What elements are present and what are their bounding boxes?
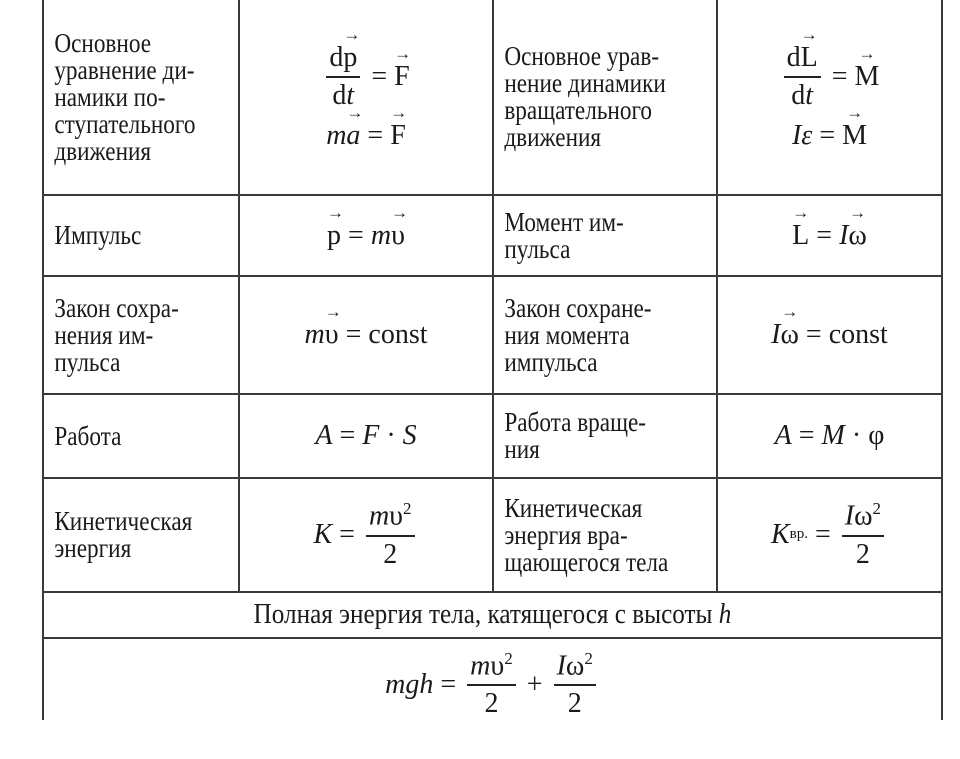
label-line: ния момента bbox=[504, 319, 630, 350]
row-rotational-energy-label bbox=[494, 479, 716, 591]
row-conservation-angular-label bbox=[494, 277, 716, 393]
label-line: пульса bbox=[504, 233, 571, 264]
label-line: Основное урав- bbox=[504, 41, 660, 71]
label-line: движения bbox=[504, 122, 602, 152]
row-work-label bbox=[44, 395, 238, 477]
label-line: намики по- bbox=[54, 81, 166, 112]
label-line: Основное bbox=[54, 27, 152, 58]
label-line: нение динамики bbox=[504, 68, 666, 98]
label-line: Закон сохра- bbox=[54, 292, 179, 323]
row-kinetic-energy-label bbox=[44, 479, 238, 591]
height-variable: h bbox=[718, 599, 732, 630]
formula-rotational-work: A = M · φ bbox=[774, 420, 885, 451]
label-line: Кинетическая bbox=[54, 506, 193, 536]
formula-momentum: p → = m υ → bbox=[240, 196, 492, 275]
formula-dynamics-rotational: $\frac{dL \to}{dt}$ = M → I ε = M → bbox=[718, 0, 941, 194]
label-line: уравнение ди- bbox=[54, 54, 195, 85]
row-dynamics-rotational-label bbox=[494, 0, 716, 194]
formula-full-energy: mgh = $\frac{m\upsilon^2}{2}$ + $\frac{I\omega^2}{2}$ bbox=[44, 639, 941, 759]
label-line: Работа bbox=[54, 420, 122, 451]
full-energy-title-text: Полная энергия тела, катящегося с высоты bbox=[253, 599, 719, 630]
label-line: ния bbox=[504, 434, 540, 464]
formula-conservation-angular: I ω → = const bbox=[718, 277, 941, 393]
label-line: Работа враще- bbox=[504, 407, 647, 437]
label-line: вращательного bbox=[504, 95, 653, 125]
formula-rotational-energy: K вр. = $\frac{I\omega^2}{2}$ bbox=[718, 479, 941, 591]
label-line: Импульс bbox=[54, 220, 142, 250]
formula-kinetic-energy: K = $\frac{m\upsilon^2}{2}$ bbox=[240, 479, 492, 591]
label-line: импульса bbox=[504, 346, 598, 377]
label-line: щающегося тела bbox=[504, 546, 669, 577]
formula-dynamics-translational: $\frac{dp \to}{dt}$ = F → m a → = F → bbox=[240, 0, 492, 194]
formula-angular-momentum: L → = I ω → bbox=[718, 196, 941, 275]
label-line: ступательного bbox=[54, 108, 196, 139]
label-line: Закон сохране- bbox=[504, 292, 652, 323]
formula-work: A = F · S bbox=[315, 420, 417, 451]
label-line: нения им- bbox=[54, 319, 154, 350]
label-line: движения bbox=[54, 135, 152, 166]
label-line: Момент им- bbox=[504, 206, 624, 237]
row-angular-momentum-label bbox=[494, 196, 716, 275]
label-line: энергия bbox=[54, 533, 132, 563]
row-dynamics-translational-label bbox=[44, 0, 238, 194]
label-line: энергия вра- bbox=[504, 519, 628, 550]
full-energy-title bbox=[44, 593, 941, 637]
table-border-right bbox=[941, 0, 943, 720]
label-line: Кинетическая bbox=[504, 492, 643, 523]
row-momentum-label bbox=[44, 196, 238, 275]
row-rotational-work-label bbox=[494, 395, 716, 477]
row-conservation-momentum-label bbox=[44, 277, 238, 393]
formula-conservation-momentum: m υ → = const bbox=[240, 277, 492, 393]
label-line: пульса bbox=[54, 346, 121, 377]
